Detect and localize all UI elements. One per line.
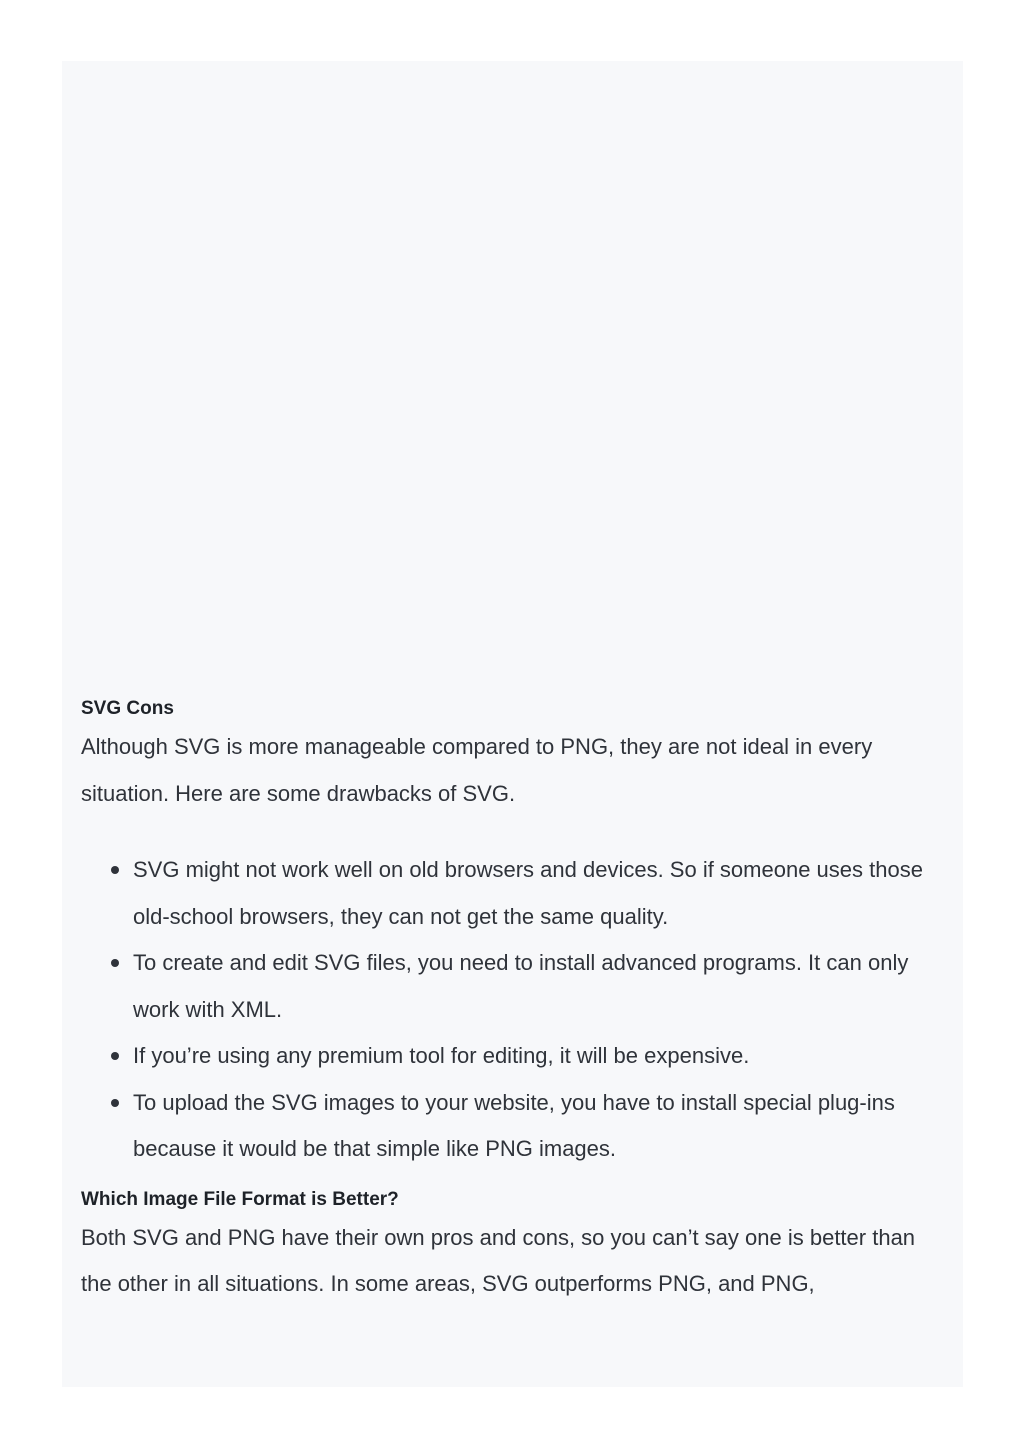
list-item-text: To create and edit SVG files, you need to install advanced programs. It can only work with XML. bbox=[133, 950, 909, 1022]
which-format-paragraph: Both SVG and PNG have their own pros and cons, so you can’t say one is better than the other in all situations. In some areas, SVG outperforms PNG, and PNG, bbox=[81, 1224, 916, 1296]
list-item bbox=[81, 1033, 951, 1080]
list-item bbox=[81, 847, 951, 940]
section-heading-svg-cons: SVG Cons bbox=[81, 698, 174, 719]
section-heading-which-format: Which Image File Format is Better? bbox=[81, 1188, 399, 1210]
bullet-icon bbox=[111, 1052, 119, 1060]
list-item-text: If you’re using any premium tool for editing, it will be expensive. bbox=[133, 1043, 750, 1068]
list-item-text: To upload the SVG images to your website, you have to install special plug-ins because it would be that simple like PNG images. bbox=[133, 1089, 895, 1161]
bullet-icon bbox=[111, 959, 119, 967]
list-item bbox=[81, 1080, 951, 1173]
article-content bbox=[81, 694, 951, 1308]
bullet-icon bbox=[111, 1099, 119, 1107]
svg-cons-list bbox=[81, 847, 951, 1173]
bullet-icon bbox=[111, 866, 119, 874]
list-item bbox=[81, 940, 951, 1033]
list-item-text: SVG might not work well on old browsers and devices. So if someone uses those old-school browsers, they can not get the same quality. bbox=[133, 857, 923, 929]
svg-cons-intro-paragraph: Although SVG is more manageable compared to PNG, they are not ideal in every situation. Here are some drawbacks of SVG. bbox=[81, 734, 873, 806]
